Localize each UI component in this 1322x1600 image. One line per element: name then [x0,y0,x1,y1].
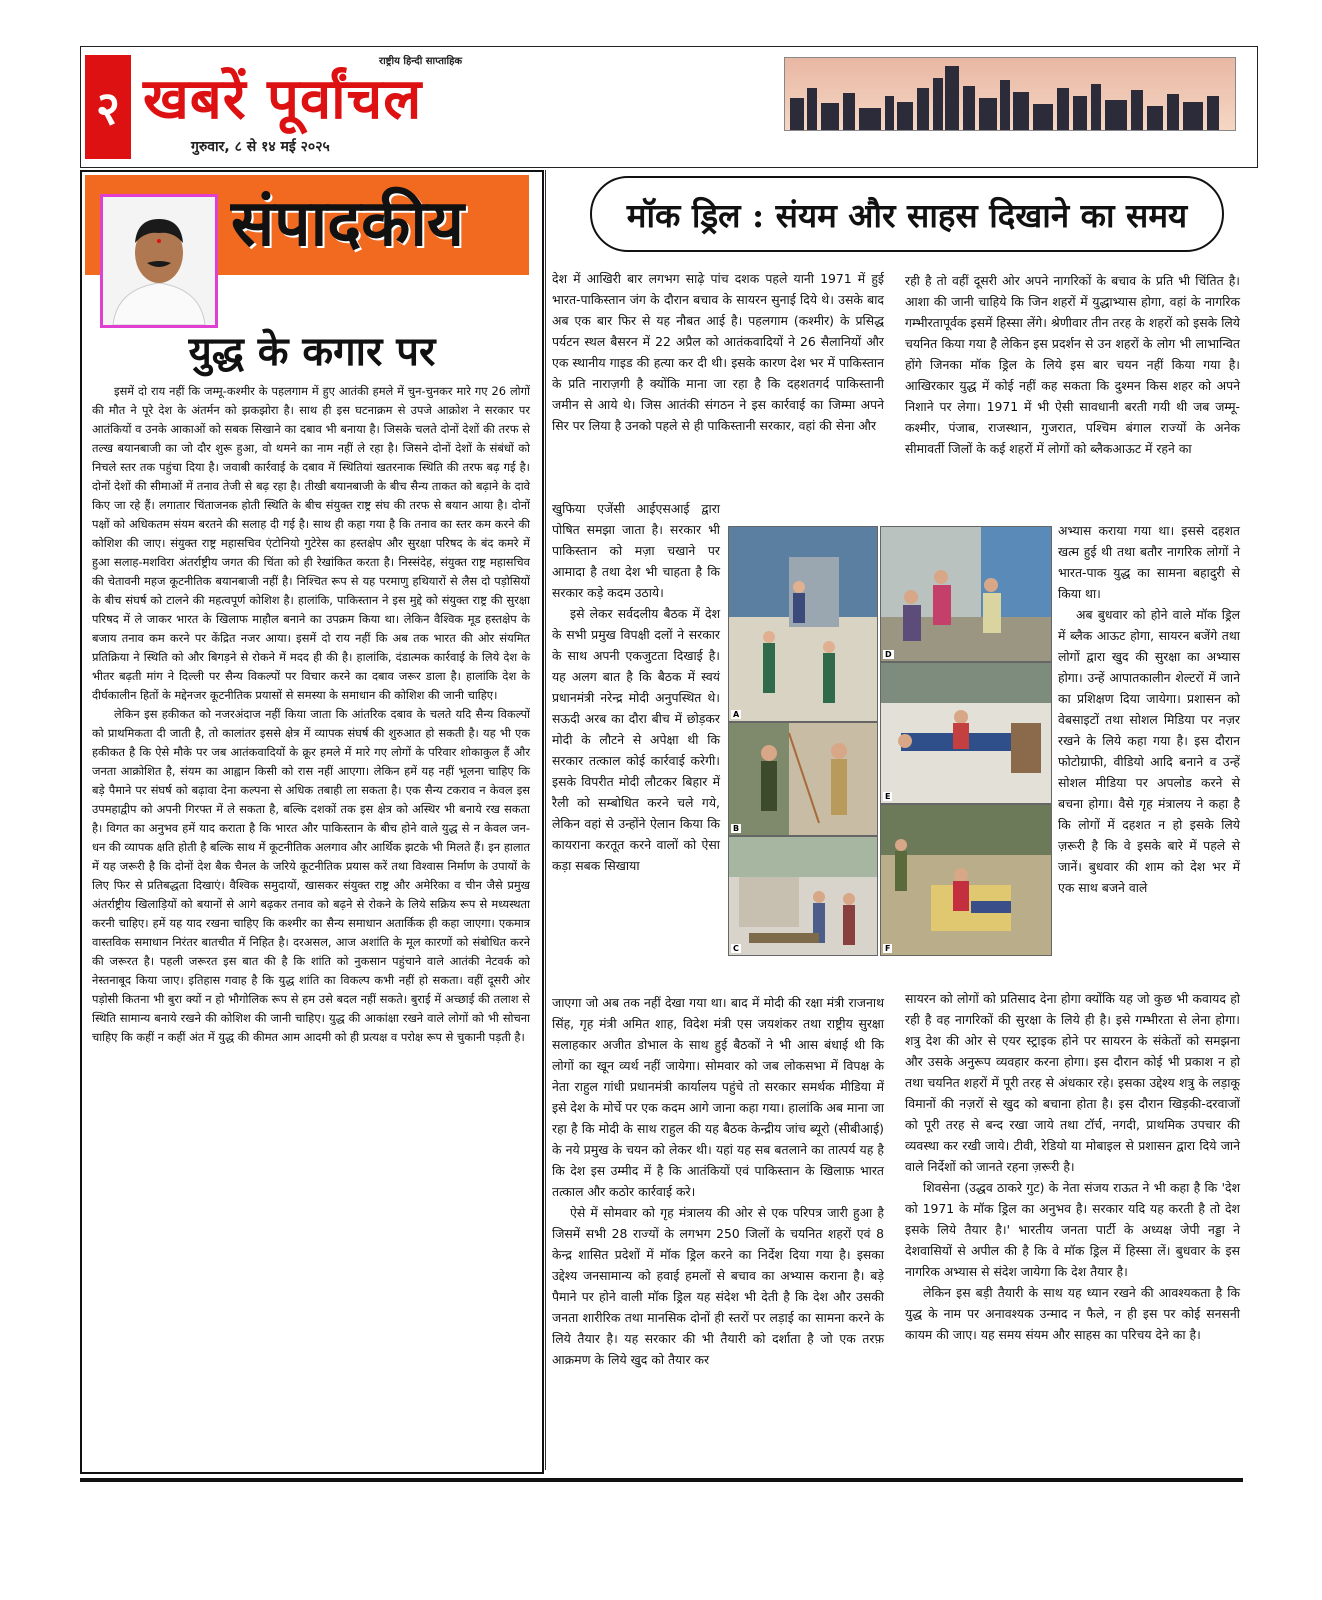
article-paragraph: लेकिन इस बड़ी तैयारी के साथ यह ध्यान रखने की आवश्यकता है कि युद्ध के नाम पर अनावश्यक उन्माद न फैले, न ही इस पर कोई सनसनी कायम की जाए। यह समय संयम और साहस का परिचय देने का है। [905,1285,1240,1342]
newspaper-tagline: राष्ट्रीय हिन्दी साप्ताहिक [379,56,463,67]
photo-label: A [733,710,740,719]
photo-label: E [885,792,891,801]
issue-date: गुरुवार, ८ से १४ मई २०२५ [191,139,330,155]
page-number: २ [85,55,131,159]
mock-drill-photo-c [728,836,878,956]
editorial-title: युद्ध के कगार पर [188,328,436,375]
article-paragraph: रही है तो वहीं दूसरी ओर अपने नागरिकों के बचाव के प्रति भी चिंतित है। आशा की जानी चाहिये कि जिन शहरों में युद्धाभ्यास होगा, वहां के नागरिक गम्भीरतापूर्वक इसमें हिस्सा लेंगे। श्रेणीवार तीन तरह के शहरों को इसके लिये चयनित किया गया है लेकिन इस प्रदर्शन से उन शहरों के लोग भी लाभान्वित होंगे जिनका मॉक ड्रिल के लिये इस बार चयन नहीं किया गया है। आखिरकार युद्ध में कोई नहीं कह सकता कि दुश्मन किस शहर को अपने निशाने पर लेगा। 1971 में भी ऐसी सावधानी बरती गयी थी जब जम्मू-कश्मीर, पंजाब, राजस्थान, गुजरात, पश्चिम बंगाल राज्यों के अनेक सीमावर्ती जिलों के कई शहरों में लोगों को ब्लैकआऊट में रहने का [905,273,1240,456]
column-divider [545,170,546,1470]
newspaper-name: खबरें पूर्वांचल [143,66,423,132]
article-paragraph: देश में आखिरी बार लगभग साढ़े पांच दशक पहले यानी 1971 में हुई भारत-पाकिस्तान जंग के दौरान बचाव के सायरन सुनाई दिये थे। उसके बाद अब एक बार फिर से यह नौबत आई है। पहलगाम (कश्मीर) के प्रसिद्ध पर्यटन स्थल बैसरन में 22 अप्रैल को आतंकवादियों ने 26 सैलानियों और एक स्थानीय गाइड की हत्या कर दी थी। इसके कारण देश भर में पाकिस्तान के प्रति नाराज़गी है क्योंकि माना जा रहा है कि दहशतगर्द पाकिस्तानी जमीन से आये थे। जिस आतंकी संगठन ने इस कार्रवाई का जिम्मा अपने सिर पर लिया है उनको पहले से ही पाकिस्तानी सरकार, वहां की सेना और [552,271,884,433]
article-paragraph: अभ्यास कराया गया था। इससे दहशत खत्म हुई थी तथा बतौर नागरिक लोगों ने भारत-पाक युद्ध का सामना बहादुरी से किया था। [1058,523,1240,601]
article-column-2-lower [905,988,1240,1345]
bottom-rule [80,1478,1243,1482]
article-column-1-lower [552,992,884,1370]
photo-label: F [885,944,891,953]
article-paragraph: अब बुधवार को होने वाले मॉक ड्रिल में ब्लैक आऊट होगा, सायरन बजेंगे तथा लोगों द्वारा खुद की सुरक्षा का अभ्यास होगा। उन्हें आपातकालीन शेल्टरों में जाने का प्रशिक्षण दिया जायेगा। प्रशासन को वेबसाइटों तथा सोशल मिडिया पर नज़र रखने के लिये कहा गया है। इस दौरान फोटोग्राफी, वीडियो आदि बनाने व उन्हें सोशल मीडिया पर अपलोड करने से बचना होगा। वैसे गृह मंत्रालय ने कहा है कि लोगों में दहशत न हो इसके लिये ज़रूरी है कि वे इसके बारे में पहले से जानें। बुधवार की शाम को देश भर में एक साथ बजने वाले [1058,607,1240,895]
article-paragraph: सायरन को लोगों को प्रतिसाद देना होगा क्योंकि यह जो कुछ भी कवायद हो रही है वह नागरिकों की सुरक्षा के लिये ही है। इसे गम्भीरता से लेना होगा। शत्रु देश की ओर से एयर स्ट्राइक होने पर सायरन के संकेतों को समझना और उसके अनुरूप व्यवहार करना होगा। इस दौरान कोई भी प्रकाश न हो तथा चयनित शहरों में पूरी तरह से अंधकार रहे। इसका उद्देश्य शत्रु के लड़ाकू विमानों की नज़रों से खुद को बचाना होता है। इस दौरान खिड़की-दरवाजों को पूरी तरह से बन्द रखा जाये तथा टॉर्च, नगदी, प्राथमिक उपचार की व्यवस्था कर रखी जाये। टीवी, रेडियो या मोबाइल से प्रशासन द्वारा दिये जाने वाले निर्देशों को जानते रहना ज़रूरी है। [905,991,1240,1174]
photo-label: C [733,944,739,953]
mock-drill-photo-e [880,662,1052,804]
editorial-paragraph: लेकिन इस हकीकत को नजरअंदाज नहीं किया जाता कि आंतरिक दबाव के चलते यदि सैन्य विकल्पों को प्राथमिकता दी जाती है, तो कालांतर इससे क्षेत्र में व्यापक संघर्ष की शुरुआत हो सकती है। यह भी एक हकीकत है कि ऐसे मौके पर जब आतंकवादियों के क्रूर हमले में मारे गए लोगों के परिवार शोकाकुल हैं और जनता आक्रोशित है, संयम का आह्वान किसी को रास नहीं आएगा। लेकिन हमें यह नहीं भूलना चाहिए कि बड़े पैमाने पर संघर्ष को बढ़ावा देना कल्पना से अधिक तबाही ला सकता है। एक सैन्य टकराव न केवल इस उपमहाद्वीप को अपनी गिरफ्त में ले सकता है, बल्कि दशकों तक इस क्षेत्र को अस्थिर भी बनाये रख सकता है। विगत का अनुभव हमें याद कराता है कि भारत और पाकिस्तान के बीच होने वाले युद्ध से न केवल जन-धन की व्यापक क्षति होती है बल्कि साथ में कूटनीतिक अलगाव और आर्थिक झटके भी मिलते हैं। इन हालात में यह जरूरी है कि दोनों देश बैक चैनल के जरिये कूटनीतिक प्रयास करें तथा विश्वास निर्माण के उपायों के लिए फिर से प्रतिबद्धता दिखाएं। वैश्विक समुदायों, खासकर संयुक्त राष्ट्र और अमेरिका व चीन जैसे प्रमुख अंतर्राष्ट्रीय खिलाड़ियों को बयानों से आगे बढ़कर तनाव को बढ़ने से रोकने के लिये सक्रिय रूप से मध्यस्थता करनी चाहिए। हमें यह याद रखना चाहिए कि कश्मीर का सैन्य समाधान अतार्किक ही कहा जाएगा। एकमात्र वास्तविक समाधान निरंतर बातचीत में निहित है। दरअसल, आज अशांति के मूल कारणों को संबोधित करने की जरूरत है। पहली जरूरत इस बात की है कि शांति को नुकसान पहुंचाने वाले आतंकी नेटवर्क को नेस्तनाबूद किया जाए। इतिहास गवाह है कि युद्ध शांति का विकल्प कभी नहीं हो सकता। वहीं दूसरी ओर पड़ोसी कितना भी बुरा क्यों न हो भौगोलिक रूप से हम उसे बदल नहीं सकते। बुराई में अच्छाई की तलाश से स्थिति सामान्य बनाये रखने की कोशिश की जानी चाहिए। युद्ध की आकांक्षा रखने वाले लोगों को भी सोचना चाहिए कि कहीं न कहीं अंत में युद्ध की कीमत आम आदमी को ही प्रत्यक्ष व परोक्ष रूप से चुकानी पड़ती है। [92,707,530,1044]
article-column-2-narrow [1058,520,1240,898]
editorial-section-label: संपादकीय [231,186,465,261]
article-column-1-top [552,268,884,436]
article-headline: मॉक ड्रिल : संयम और साहस दिखाने का समय [590,176,1224,252]
mock-drill-photo-b [728,722,878,836]
article-paragraph: शिवसेना (उद्धव ठाकरे गुट) के नेता संजय राऊत ने भी कहा है कि 'देश को 1971 के मॉक ड्रिल का अनुभव है। सरकार यदि यह करती है तो देश इसके लिये तैयार है।' भारतीय जनता पार्टी के अध्यक्ष जेपी नड्डा ने देशवासियों से अपील की है कि वे मॉक ड्रिल में हिस्सा लें। बुधवार के इस नागरिक अभ्यास से संदेश जायेगा कि देश तैयार है। [905,1180,1240,1279]
masthead [80,46,1258,168]
article-paragraph: जाएगा जो अब तक नहीं देखा गया था। बाद में मोदी की रक्षा मंत्री राजनाथ सिंह, गृह मंत्री अमित शाह, विदेश मंत्री एस जयशंकर तथा राष्ट्रीय सुरक्षा सलाहकार अजीत डोभाल के साथ हुई बैठकों ने भी आस बंधाई थी कि लोगों का खून व्यर्थ नहीं जायेगा। सोमवार को जब लोकसभा में विपक्ष के नेता राहुल गांधी प्रधानमंत्री कार्यालय पहुंचे तो सरकार समर्थक मीडिया में इसे देश के मोर्चे पर एक कदम आगे जाना कहा गया। हालांकि अब माना जा रहा है कि मोदी के साथ राहुल की यह बैठक केन्द्रीय जांच ब्यूरो (सीबीआई) के नये प्रमुख के चयन को लेकर थी। यहां यह सब बतलाने का तात्पर्य यह है कि देश इस उम्मीद में है कि आतंकियों एवं पाकिस्तान के खिलाफ़ भारत तत्काल और कठोर कार्रवाई करे। [552,995,884,1199]
article-paragraph: खुफिया एजेंसी आईएसआई द्वारा पोषित समझा जाता है। सरकार भी पाकिस्तान को मज़ा चखाने पर आमादा है तथा देश भी चाहता है कि सरकार कड़े कदम उठाये। [552,501,720,600]
mock-drill-photo-d [880,526,1052,662]
editorial-column [80,170,544,1474]
photo-label: D [885,650,892,659]
editorial-paragraph: इसमें दो राय नहीं कि जम्मू-कश्मीर के पहलगाम में हुए आतंकी हमले में चुन-चुनकर मारे गए 26 लोगों की मौत ने पूरे देश के अंतर्मन को झकझोरा है। साथ ही इस घटनाक्रम से उपजे आक्रोश ने सरकार पर आतंकियों व उनके आकाओं को सबक सिखाने का दबाव भी बनाया है। जिसके चलते दोनों देशों की तरफ से तल्ख बयानबाजी का जो दौर शुरू हुआ, वो थमने का नाम नहीं ले रहा है। जिसने दोनों देशों के संबंधों को निचले स्तर तक पहुंचा दिया है। जवाबी कार्रवाई के दबाव में स्थितियां खतरनाक स्थिति की तरफ बढ़ गई है। दोनों देशों की सीमाओं में तनाव तेजी से बढ़ रहा है। तीखी बयानबाजी के बीच सैन्य ताकत को बढ़ाने के दावे किए जा रहे हैं। लगातार चिंताजनक होती स्थिति के बीच संयुक्त राष्ट्र संघ की तरफ से बयान आया है। दोनों पक्षों को अधिकतम संयम बरतने की सलाह दी गई है। साथ ही कहा गया है कि तनाव का स्तर कम करने की कोशिश की जाए। संयुक्त राष्ट्र महासचिव एंटोनियो गुटेरेस का हस्तक्षेप और सुरक्षा परिषद के बंद कमरे में हुआ सलाह-मशविरा अंतर्राष्ट्रीय जगत की चिंता को ही रेखांकित करता है। निस्संदेह, संयुक्त राष्ट्र महासचिव की चेतावनी महज कूटनीतिक बयानबाजी नहीं है। निश्चित रूप से यह परमाणु हथियारों से लैस दो पड़ोसियों के बीच संघर्ष को टालने की महत्वपूर्ण कोशिश है। हालांकि, पाकिस्तान ने इस मुद्दे को संयुक्त राष्ट्र की सुरक्षा परिषद में ले जाकर भारत के खिलाफ माहौल बनाने का उपक्रम किया था। लेकिन वैश्विक मूड हस्तक्षेप के बजाय तनाव कम करने पर केंद्रित नजर आया। इसमें दो राय नहीं कि अब तक भारत की ओर संयमित प्रतिक्रिया ने स्थिति को और बिगड़ने से रोकने में मदद ही की है। हालांकि, दंडात्मक कार्रवाई के लिये देश के भीतर बढ़ती मांग ने दिल्ली पर सैन्य विकल्पों पर विचार करने का दबाव जरूर डाला है। हालांकि देश के दीर्घकालीन हितों के मद्देनजर कूटनीतिक प्रयासों से समस्या के समाधान की कोशिश की जानी चाहिए। [92,384,530,702]
mock-drill-photo-a [728,526,878,722]
mock-drill-photo-f [880,804,1052,956]
city-skyline-image [784,57,1236,131]
article-paragraph: ऐसे में सोमवार को गृह मंत्रालय की ओर से एक परिपत्र जारी हुआ है जिसमें सभी 28 राज्यों के लगभग 250 जिलों के चयनित शहरों एवं 8 केन्द्र शासित प्रदेशों में मॉक ड्रिल करने का निर्देश दिया गया है। इसका उद्देश्य जनसामान्य को हवाई हमलों से बचाव का अभ्यास कराना है। बड़े पैमाने पर होने वाली मॉक ड्रिल यह संदेश भी देती है कि देश और उसकी जनता शारीरिक तथा मानसिक दोनों ही स्तरों पर लड़ाई का सामना करने के लिये तैयार है। यह सरकार की भी तैयारी को दर्शाता है जो एक तरफ़ आक्रमण के लिये खुद को तैयार कर [552,1205,884,1367]
editorial-body [92,382,530,1047]
photo-label: B [733,824,740,833]
editor-photo [100,194,218,328]
article-paragraph: इसे लेकर सर्वदलीय बैठक में देश के सभी प्रमुख विपक्षी दलों ने सरकार के साथ अपनी एकजुटता दिखाई है। यह अलग बात है कि बैठक में स्वयं प्रधानमंत्री नरेन्द्र मोदी अनुपस्थित थे। सऊदी अरब का दौरा बीच में छोड़कर मोदी के लौटने से अपेक्षा थी कि सरकार तत्काल कोई कार्रवाई करेगी। इसके विपरीत मोदी लौटकर बिहार में रैली को सम्बोधित करने चले गये, लेकिन वहां से उन्होंने ऐलान किया कि कायराना करतूत करने वालों को ऐसा कड़ा सबक सिखाया [552,606,720,873]
article-column-2-top [905,270,1240,459]
article-column-1-narrow [552,498,720,876]
